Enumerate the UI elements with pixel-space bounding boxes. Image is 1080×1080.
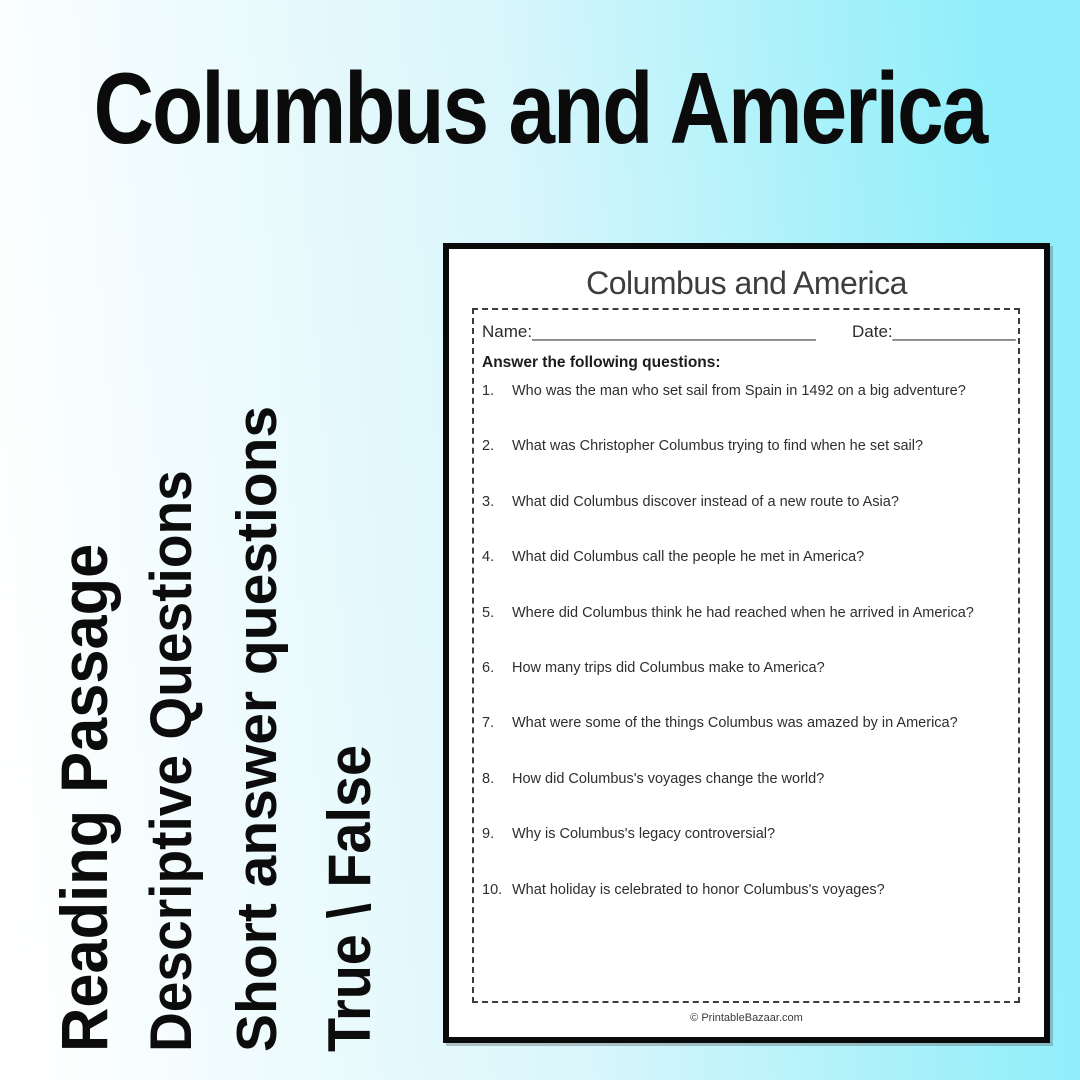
instruction-text: Answer the following questions: (482, 354, 721, 371)
side-label-descriptive-questions: Descriptive Questions (139, 470, 204, 1052)
question-item (482, 659, 1012, 714)
question-number: 2. (482, 438, 495, 455)
question-text: Who was the man who set sail from Spain in 1492 on a big adventure? (512, 383, 966, 399)
question-list (482, 382, 1012, 936)
question-text: How did Columbus's voyages change the world? (512, 770, 825, 787)
worksheet-preview (443, 243, 1050, 1043)
question-item (482, 382, 1012, 437)
worksheet-dashed-box (472, 308, 1020, 1003)
worksheet-footer-credit: © PrintableBazaar.com (690, 1012, 803, 1024)
side-label-short-answer-questions: Short answer questions (225, 405, 289, 1052)
date-label: Date: (852, 322, 893, 341)
side-label-reading-passage: Reading Passage (47, 543, 121, 1052)
question-number: 9. (482, 826, 495, 843)
question-text: What was Christopher Columbus trying to find when he set sail? (512, 438, 924, 455)
question-item (482, 825, 1012, 880)
name-date-row (474, 322, 1018, 346)
question-number: 4. (482, 549, 495, 566)
question-item (482, 493, 1012, 548)
question-item (482, 548, 1012, 603)
side-label-true-false: True \ False (316, 744, 383, 1052)
question-text: Where did Columbus think he had reached when he arrived in America? (512, 604, 974, 621)
question-item (482, 604, 1012, 659)
date-blank-line: _____________ (892, 322, 1016, 341)
question-item (482, 881, 1012, 936)
question-item (482, 714, 1012, 769)
question-item (482, 770, 1012, 825)
question-text: What did Columbus discover instead of a new route to Asia? (512, 493, 899, 510)
page-title: Columbus and America (93, 51, 987, 165)
question-text: Why is Columbus's legacy controversial? (512, 826, 776, 843)
date-field (852, 322, 1016, 342)
question-text: What were some of the things Columbus was amazed by in America? (512, 715, 958, 732)
question-item (482, 437, 1012, 492)
question-number: 7. (482, 715, 495, 732)
question-number: 6. (482, 659, 495, 676)
question-number: 10. (482, 881, 503, 898)
question-text: What did Columbus call the people he met in America? (512, 549, 865, 566)
name-label: Name: (482, 322, 533, 341)
worksheet-title: Columbus and America (586, 265, 907, 301)
question-number: 5. (482, 604, 495, 621)
question-number: 3. (482, 493, 495, 510)
question-text: How many trips did Columbus make to America? (512, 659, 825, 676)
name-blank-line: ______________________________ (532, 322, 816, 341)
name-field (482, 322, 816, 342)
question-number: 8. (482, 770, 495, 787)
question-text: What holiday is celebrated to honor Columbus's voyages? (512, 881, 885, 898)
question-number: 1. (482, 383, 495, 399)
